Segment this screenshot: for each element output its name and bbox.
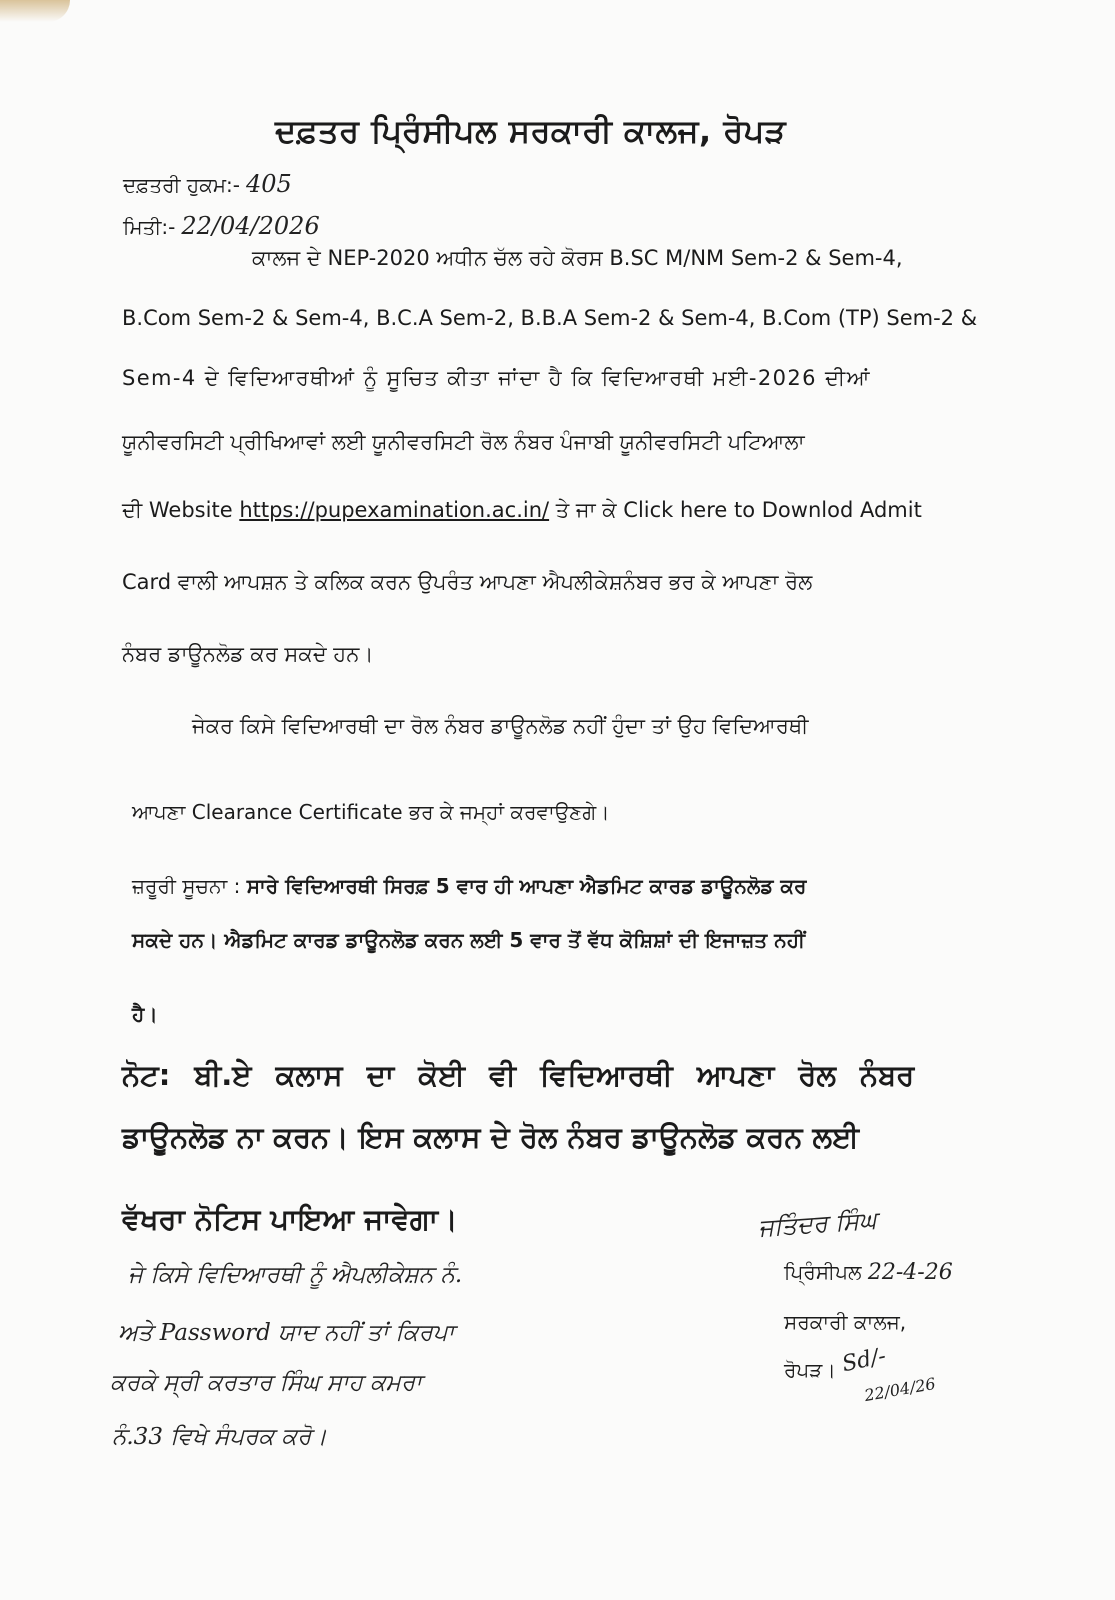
important-text: ਸਾਰੇ ਵਿਦਿਆਰਥੀ ਸਿਰਫ਼ 5 ਵਾਰ ਹੀ ਆਪਣਾ ਐਡਮਿਟ ਕਾਰਡ ਡਾਊਨਲੋਡ ਕਰ	[246, 874, 807, 898]
order-number-handwritten: 405	[245, 170, 292, 198]
paragraph-line: ਹੈ।	[132, 1002, 158, 1026]
website-instruction: ਤੇ ਜਾ ਕੇ Click here to Downlod Admit	[555, 498, 922, 522]
paragraph-line: ਸਕਦੇ ਹਨ। ਐਡਮਿਟ ਕਾਰਡ ਡਾਊਨਲੋਡ ਕਰਨ ਲਈ 5 ਵਾਰ ਤੋਂ ਵੱਧ ਕੋਸ਼ਿਸ਼ਾਂ ਦੀ ਇਜਾਜ਼ਤ ਨਹੀਂ	[132, 928, 805, 952]
principal-signature: ਜਤਿੰਦਰ ਸਿੰਘ	[757, 1205, 878, 1243]
paragraph-line: ਕਾਲਜ ਦੇ NEP-2020 ਅਧੀਨ ਚੱਲ ਰਹੇ ਕੋਰਸ B.SC M/NM Sem-2 & Sem-4,	[252, 246, 903, 270]
note-line: ਵੱਖਰਾ ਨੋਟਿਸ ਪਾਇਆ ਜਾਵੇਗਾ।	[122, 1202, 458, 1236]
paragraph-line: Card ਵਾਲੀ ਆਪਸ਼ਨ ਤੇ ਕਲਿਕ ਕਰਨ ਉਪਰੰਤ ਆਪਣਾ ਐਪਲੀਕੇਸ਼ਨੰਬਰ ਭਰ ਕੇ ਆਪਣਾ ਰੋਲ	[122, 570, 813, 594]
page-corner-shadow	[0, 0, 70, 22]
website-link[interactable]: https://pupexamination.ac.in/	[239, 498, 550, 522]
paragraph-line: ਜੇਕਰ ਕਿਸੇ ਵਿਦਿਆਰਥੀ ਦਾ ਰੋਲ ਨੰਬਰ ਡਾਊਨਲੋਡ ਨਹੀਂ ਹੁੰਦਾ ਤਾਂ ਉਹ ਵਿਦਿਆਰਥੀ	[192, 714, 809, 738]
order-date-label: ਮਿਤੀ:-	[123, 215, 176, 239]
order-number-row	[123, 170, 292, 198]
handwritten-line: ਜੇ ਕਿਸੇ ਵਿਦਿਆਰਥੀ ਨੂੰ ਐਪਲੀਕੇਸ਼ਨ ਨੰ.	[128, 1262, 463, 1288]
college-name: ਸਰਕਾਰੀ ਕਾਲਜ,	[784, 1310, 907, 1334]
paragraph-line: ਯੂਨੀਵਰਸਿਟੀ ਪ੍ਰੀਖਿਆਵਾਂ ਲਈ ਯੂਨੀਵਰਸਿਟੀ ਰੋਲ ਨੰਬਰ ਪੰਜਾਬੀ ਯੂਨੀਵਰਸਿਟੀ ਪਟਿਆਲਾ	[122, 430, 805, 454]
note-line: ਡਾਊਨਲੋਡ ਨਾ ਕਰਨ। ਇਸ ਕਲਾਸ ਦੇ ਰੋਲ ਨੰਬਰ ਡਾਊਨਲੋਡ ਕਰਨ ਲਈ	[122, 1120, 860, 1154]
website-label: ਦੀ Website	[122, 498, 233, 522]
college-location: ਰੋਪੜ।	[784, 1358, 836, 1382]
handwritten-line: ਨੰ.33 ਵਿਖੇ ਸੰਪਰਕ ਕਰੋ।	[112, 1424, 327, 1450]
order-date-row	[123, 212, 320, 240]
paragraph-line: ਆਪਣਾ Clearance Certificate ਭਰ ਕੇ ਜਮ੍ਹਾਂ ਕਰਵਾਉਣਗੇ।	[132, 800, 610, 824]
paragraph-line: B.Com Sem-2 & Sem-4, B.C.A Sem-2, B.B.A Sem-2 & Sem-4, B.Com (TP) Sem-2 &	[122, 306, 978, 330]
principal-designation: ਪ੍ਰਿੰਸੀਪਲ	[784, 1260, 862, 1284]
principal-designation-row	[784, 1260, 953, 1285]
countersign-date: 22/04/26	[862, 1373, 937, 1406]
handwritten-line: ਕਰਕੇ ਸ੍ਰੀ ਕਰਤਾਰ ਸਿੰਘ ਸਾਹ ਕਮਰਾ	[110, 1370, 422, 1396]
order-number-label: ਦਫ਼ਤਰੀ ਹੁਕਮ:-	[123, 173, 240, 197]
page-title: ਦਫ਼ਤਰ ਪ੍ਰਿੰਸੀਪਲ ਸਰਕਾਰੀ ਕਾਲਜ, ਰੋਪੜ	[275, 112, 787, 150]
countersign-initials: Sd/-	[839, 1343, 889, 1378]
paragraph-line	[122, 500, 922, 521]
signature-date: 22-4-26	[867, 1260, 953, 1285]
paragraph-line: ਨੰਬਰ ਡਾਊਨਲੋਡ ਕਰ ਸਕਦੇ ਹਨ।	[122, 642, 374, 666]
paragraph-line	[132, 876, 806, 896]
order-date-handwritten: 22/04/2026	[181, 212, 320, 240]
important-label: ਜ਼ਰੂਰੀ ਸੂਚਨਾ :	[132, 874, 241, 898]
note-line: ਨੋਟ: ਬੀ.ਏ ਕਲਾਸ ਦਾ ਕੋਈ ਵੀ ਵਿਦਿਆਰਥੀ ਆਪਣਾ ਰੋਲ ਨੰਬਰ	[122, 1058, 915, 1092]
paragraph-line: Sem-4 ਦੇ ਵਿਦਿਆਰਥੀਆਂ ਨੂੰ ਸੂਚਿਤ ਕੀਤਾ ਜਾਂਦਾ ਹੈ ਕਿ ਵਿਦਿਆਰਥੀ ਮਈ-2026 ਦੀਆਂ	[122, 366, 871, 390]
handwritten-line: ਅਤੇ Password ਯਾਦ ਨਹੀਂ ਤਾਂ ਕਿਰਪਾ	[118, 1320, 455, 1346]
